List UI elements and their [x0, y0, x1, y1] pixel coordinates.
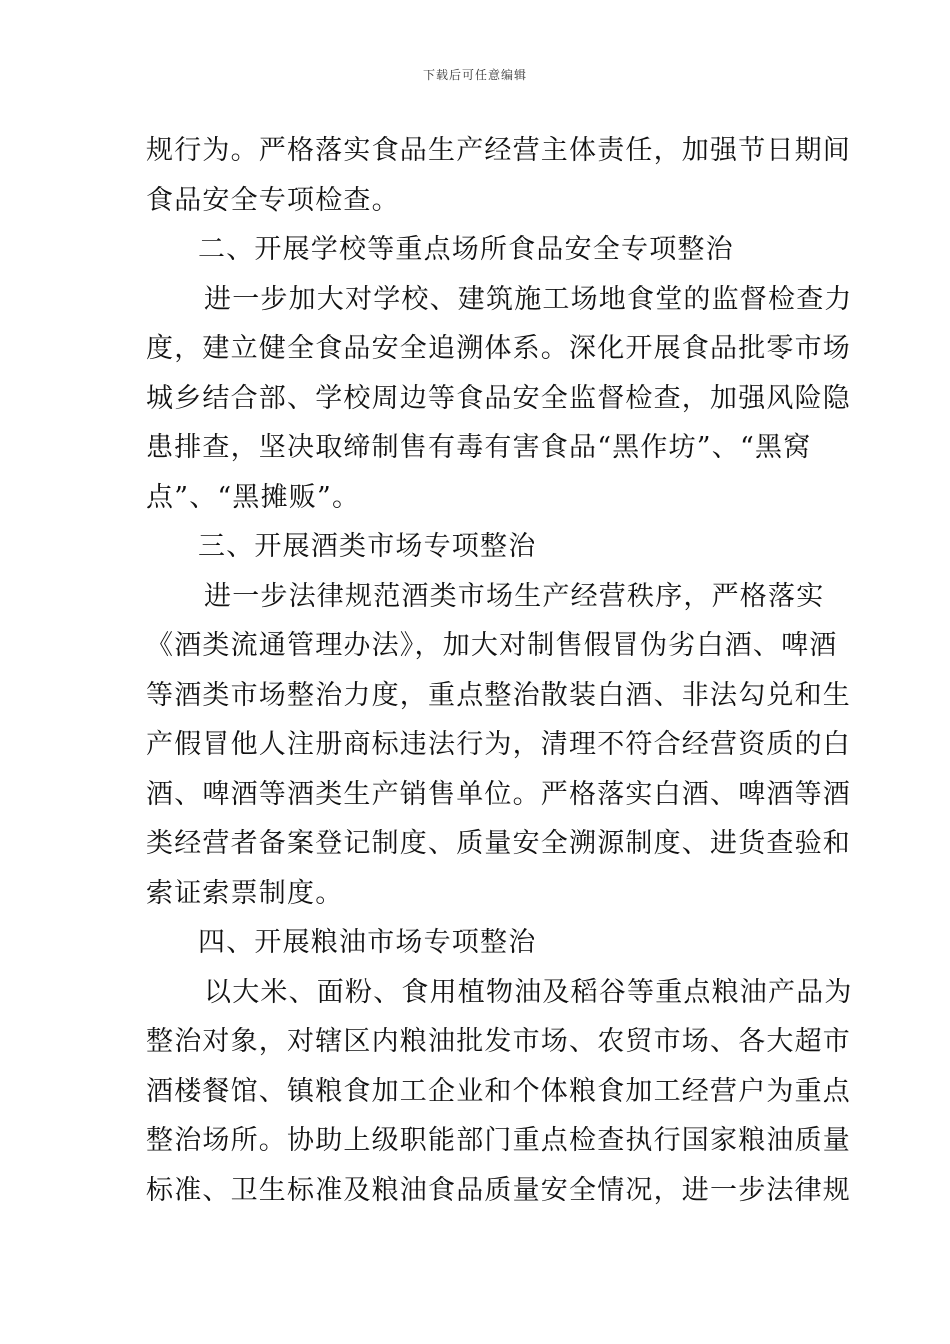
- text-line: 等酒类市场整治力度，重点整治散装白酒、非法勾兑和生: [146, 679, 851, 711]
- text-line: 索证索票制度。: [146, 877, 344, 909]
- text-line: 整治对象，对辖区内粮油批发市场、农贸市场、各大超市: [146, 1026, 851, 1057]
- text-line: 进一步加大对学校、建筑施工场地食堂的监督检查力: [204, 283, 853, 315]
- header-note: 下载后可任意编辑: [422, 68, 527, 82]
- text-line: 规行为。严格落实食品生产经营主体责任，加强节日期间: [146, 135, 851, 166]
- text-line: 二、开展学校等重点场所食品安全专项整治: [198, 234, 734, 265]
- text-line: 标准、卫生标准及粮油食品质量安全情况，进一步法律规: [146, 1174, 851, 1206]
- text-line: 点”、“黑摊贩”。: [146, 481, 361, 513]
- text-line: 城乡结合部、学校周边等食品安全监督检查，加强风险隐: [146, 382, 851, 414]
- text-line: 进一步法律规范酒类市场生产经营秩序，严格落实: [204, 580, 825, 612]
- text-line: 《酒类流通管理办法》，加大对制售假冒伪劣白酒、啤酒: [146, 630, 838, 661]
- text-line: 类经营者备案登记制度、质量安全溯源制度、进货查验和: [146, 828, 851, 859]
- text-line: 酒楼餐馆、镇粮食加工企业和个体粮食加工经营户为重点: [146, 1075, 851, 1107]
- text-line: 四、开展粮油市场专项整治: [198, 927, 537, 958]
- document-body: [146, 126, 853, 1215]
- text-line: 食品安全专项检查。: [146, 184, 400, 216]
- text-line: 酒、啤酒等酒类生产销售单位。严格落实白酒、啤酒等酒: [146, 778, 851, 810]
- text-line: 患排查，坚决取缔制售有毒有害食品“黑作坊”、“黑窝: [146, 432, 812, 463]
- text-line: 度，建立健全食品安全追溯体系。深化开展食品批零市场: [146, 333, 851, 364]
- text-line: 产假冒他人注册商标违法行为，清理不符合经营资质的白: [146, 729, 851, 760]
- text-line: 整治场所。协助上级职能部门重点检查执行国家粮油质量: [146, 1125, 851, 1156]
- text-line: 以大米、面粉、食用植物油及稻谷等重点粮油产品为: [204, 976, 853, 1008]
- text-line: 三、开展酒类市场专项整治: [198, 531, 537, 562]
